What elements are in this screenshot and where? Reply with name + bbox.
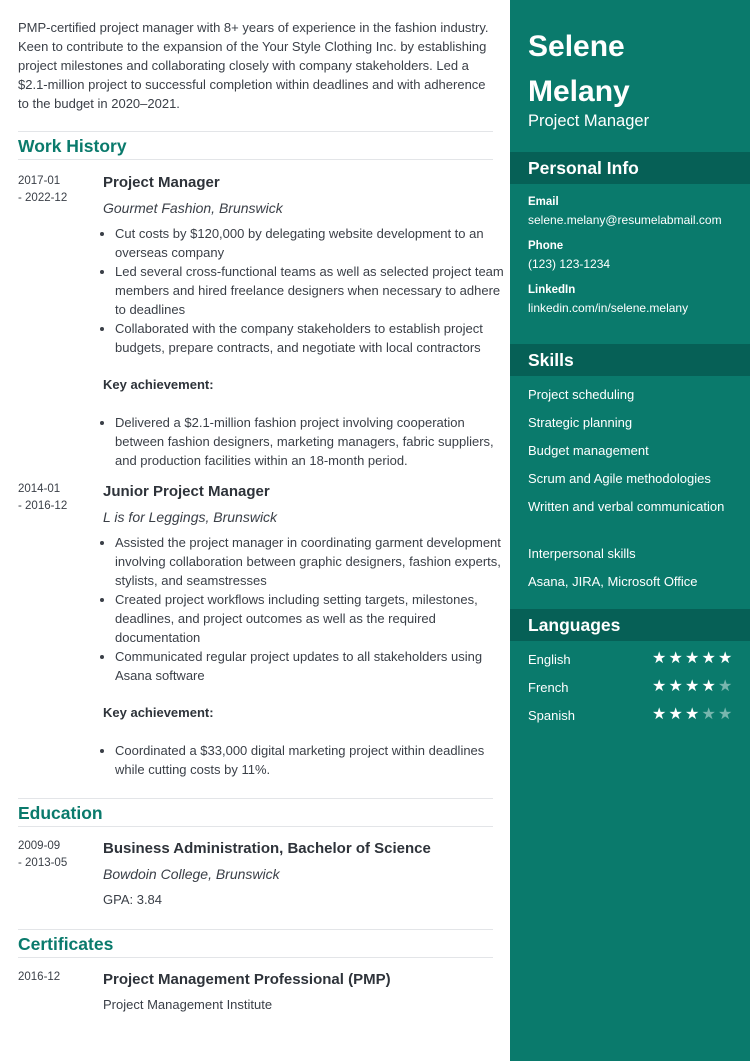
- star-filled-icon: ★: [718, 650, 733, 667]
- language-name: French: [528, 680, 569, 695]
- certificate-name: Project Management Professional (PMP): [103, 971, 391, 988]
- job-2-key-achievement-label: Key achievement:: [103, 705, 214, 720]
- job-1-company: Gourmet Fashion, Brunswick: [103, 200, 283, 216]
- star-filled-icon: ★: [668, 706, 683, 723]
- star-empty-icon: ★: [718, 678, 733, 695]
- star-filled-icon: ★: [652, 650, 667, 667]
- education-heading: [18, 798, 493, 827]
- skills-heading: [510, 344, 750, 376]
- linkedin-label: LinkedIn: [528, 284, 576, 296]
- work-history-heading: [18, 131, 493, 160]
- list-item: • Cut costs by $120,000 by delegating website development to an overseas company: [115, 224, 505, 262]
- languages-title: Languages: [528, 615, 621, 635]
- job-1-bullets: [103, 224, 505, 357]
- job-1-achievement: [103, 413, 505, 470]
- personal-info-heading: [510, 152, 750, 184]
- list-item: • Coordinated a $33,000 digital marketing project within deadlines while cutting costs by 11%.: [115, 741, 505, 779]
- summary-text: PMP-certified project manager with 8+ years of experience in the fashion industry. Keen to contribute to the expansion of the Your Style Clothing Inc. by establishing project milestones and collaborating closely with company stakeholders. Led a $2.1-million project to successful completion within deadlines and with adherence to the budget in 2020–2021.: [18, 20, 489, 111]
- skill-item: Strategic planning: [528, 415, 633, 430]
- star-empty-icon: ★: [701, 706, 716, 723]
- language-name: English: [528, 652, 571, 667]
- last-name: Melany: [528, 75, 630, 108]
- job-2-achievement: [103, 741, 505, 779]
- job-1-date-start: 2017-01: [18, 175, 61, 187]
- education-date-start: 2009-09: [18, 840, 61, 852]
- star-filled-icon: ★: [652, 678, 667, 695]
- first-name: Selene: [528, 30, 625, 63]
- star-filled-icon: ★: [685, 650, 700, 667]
- skill-item: Budget management: [528, 443, 649, 458]
- phone-value: (123) 123-1234: [528, 257, 611, 271]
- job-1-dates: [18, 173, 98, 207]
- skill-item: Scrum and Agile methodologies: [528, 471, 711, 486]
- personal-info-title: Personal Info: [528, 158, 639, 178]
- list-item: • Led several cross-functional teams as well as selected project team members and hired freelance designers when necessary to adhere to deadlines: [115, 262, 505, 319]
- star-filled-icon: ★: [668, 650, 683, 667]
- education-school: Bowdoin College, Brunswick: [103, 866, 280, 882]
- skill-item: Asana, JIRA, Microsoft Office: [528, 574, 698, 589]
- star-filled-icon: ★: [701, 678, 716, 695]
- candidate-name: [528, 24, 630, 114]
- education-title: Education: [18, 803, 103, 823]
- star-filled-icon: ★: [685, 706, 700, 723]
- job-1-date-end: - 2022-12: [18, 192, 68, 204]
- language-rating: [652, 651, 734, 667]
- list-item: • Delivered a $2.1-million fashion project involving cooperation between fashion designers, marketing managers, fabric suppliers, and production facilities within an 18-month period.: [115, 413, 505, 470]
- job-2-dates: [18, 481, 98, 515]
- job-2-date-start: 2014-01: [18, 483, 61, 495]
- list-item: • Communicated regular project updates to all stakeholders using Asana software: [115, 647, 505, 685]
- education-degree: Business Administration, Bachelor of Science: [103, 840, 431, 857]
- job-2-bullets: [103, 533, 505, 685]
- work-history-title: Work History: [18, 136, 127, 156]
- star-filled-icon: ★: [668, 678, 683, 695]
- job-2-date-end: - 2016-12: [18, 500, 68, 512]
- list-item: • Created project workflows including setting targets, milestones, deadlines, and project outcomes as well as the required documentation: [115, 590, 505, 647]
- job-1-title: Project Manager: [103, 174, 220, 191]
- email-value[interactable]: selene.melany@resumelabmail.com: [528, 213, 722, 227]
- education-dates: [18, 838, 98, 872]
- linkedin-value[interactable]: linkedin.com/in/selene.melany: [528, 301, 689, 315]
- certificates-title: Certificates: [18, 934, 114, 954]
- job-2-title: Junior Project Manager: [103, 483, 270, 500]
- star-filled-icon: ★: [685, 678, 700, 695]
- language-name: Spanish: [528, 708, 575, 723]
- list-item: • Collaborated with the company stakeholders to establish project budgets, prepare contracts, and negotiate with local contractors: [115, 319, 505, 357]
- skill-item: Project scheduling: [528, 387, 635, 402]
- candidate-role: Project Manager: [528, 112, 650, 130]
- skill-item: Written and verbal communication: [528, 499, 725, 514]
- job-2-company: L is for Leggings, Brunswick: [103, 509, 278, 525]
- skill-item: Interpersonal skills: [528, 546, 636, 561]
- sidebar: [510, 0, 750, 1061]
- skills-title: Skills: [528, 350, 574, 370]
- star-empty-icon: ★: [718, 706, 733, 723]
- certificate-date: 2016-12: [18, 971, 61, 983]
- certificates-heading: [18, 929, 493, 958]
- languages-heading: [510, 609, 750, 641]
- star-filled-icon: ★: [701, 650, 716, 667]
- star-filled-icon: ★: [652, 706, 667, 723]
- email-label: Email: [528, 196, 559, 208]
- language-rating: [652, 679, 734, 695]
- education-date-end: - 2013-05: [18, 857, 68, 869]
- education-gpa: GPA: 3.84: [103, 892, 163, 907]
- list-item: • Assisted the project manager in coordinating garment development involving collaboration between graphic designers, fashion experts, stylists, and seamstresses: [115, 533, 505, 590]
- language-rating: [652, 707, 734, 723]
- phone-label: Phone: [528, 240, 564, 252]
- certificate-issuer: Project Management Institute: [103, 997, 273, 1012]
- job-1-key-achievement-label: Key achievement:: [103, 377, 214, 392]
